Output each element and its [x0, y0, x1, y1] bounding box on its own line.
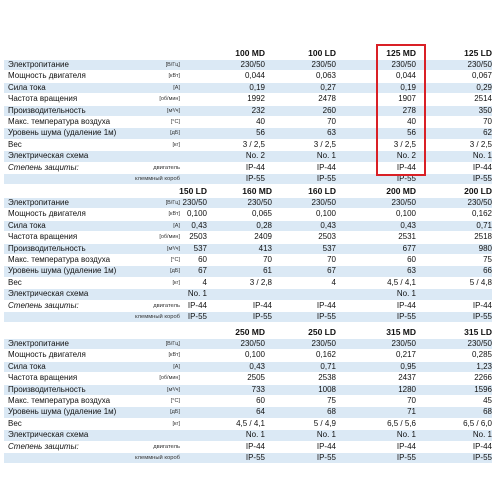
table-row: [4, 453, 492, 464]
table-row: [4, 430, 492, 441]
table-row: [4, 255, 492, 266]
table-cell: 0,044: [244, 71, 265, 81]
table-cell: IP-44: [396, 162, 416, 172]
table-cell: 0,29: [476, 82, 492, 92]
parameter-label: Электрическая схема: [8, 151, 89, 161]
parameter-unit: [м³/ч]: [166, 245, 180, 252]
table-cell: 3 / 2,5: [313, 139, 336, 149]
table-cell: No. 1: [316, 151, 336, 161]
table-cell: 537: [322, 243, 336, 253]
table-cell: 230/50: [311, 198, 336, 207]
model-header: 250 MD: [235, 327, 265, 337]
table-cell: 2478: [318, 94, 336, 104]
table-cell: IP-44: [245, 162, 265, 172]
table-cell: 0,43: [400, 220, 416, 230]
parameter-unit: [°C]: [170, 256, 180, 263]
table-cell: No. 1: [472, 430, 492, 440]
parameter-label: Уровень шума (удаление 1м): [8, 128, 117, 138]
table-cell: 230/50: [240, 60, 265, 69]
table-cell: 230/50: [467, 339, 492, 348]
table-cell: 70: [327, 116, 336, 126]
parameter-unit: [кВт]: [168, 73, 180, 80]
table-cell: 1907: [398, 94, 416, 104]
table-cell: 0,065: [251, 209, 272, 219]
table-cell: 2531: [398, 232, 416, 242]
parameter-unit: [кВт]: [168, 211, 180, 218]
parameter-label: Электропитание: [8, 60, 69, 69]
table-cell: 0,162: [471, 209, 492, 219]
table-cell: 230/50: [240, 339, 265, 348]
parameter-label: Макс. температура воздуха: [8, 395, 111, 405]
parameter-unit: [об/мин]: [159, 234, 180, 241]
table-cell: 5 / 4,9: [313, 418, 336, 428]
parameter-unit: [кг]: [172, 141, 180, 148]
parameter-unit: [В/Гц]: [165, 62, 180, 68]
table-cell: IP-44: [472, 300, 492, 310]
parameter-label: Электропитание: [8, 198, 69, 207]
table-cell: 71: [407, 407, 416, 417]
table-cell: 230/50: [391, 339, 416, 348]
table-cell: 2437: [398, 373, 416, 383]
model-header-row: [4, 186, 492, 198]
parameter-label: Электропитание: [8, 339, 69, 348]
table-cell: IP-44: [245, 441, 265, 451]
parameter-unit: [об/мин]: [159, 375, 180, 382]
parameter-label: Электрическая схема: [8, 430, 89, 440]
spec-table-3: [4, 327, 492, 464]
table-row: [4, 312, 492, 323]
table-cell: 2514: [474, 94, 492, 104]
table-cell: 0,100: [244, 350, 265, 360]
table-cell: 0,43: [249, 361, 265, 371]
table-cell: 2518: [474, 232, 492, 242]
model-header: 200 MD: [386, 186, 416, 196]
table-cell: IP-55: [472, 311, 492, 321]
table-cell: 677: [402, 243, 416, 253]
parameter-unit: [°C]: [170, 118, 180, 125]
parameter-label: Мощность двигателя: [8, 350, 86, 360]
table-cell: 230/50: [311, 339, 336, 348]
table-row: [4, 289, 492, 300]
table-cell: No. 1: [396, 430, 416, 440]
table-cell: 67: [198, 266, 207, 276]
table-cell: IP-55: [316, 452, 336, 462]
table-cell: 2409: [254, 232, 272, 242]
parameter-unit: [м³/ч]: [166, 107, 180, 114]
table-cell: 60: [256, 395, 265, 405]
parameter-unit: клеммный короб: [135, 313, 180, 320]
parameter-label: Производительность: [8, 243, 86, 253]
table-cell: 0,100: [186, 209, 207, 219]
table-cell: IP-55: [396, 452, 416, 462]
table-cell: IP-55: [316, 311, 336, 321]
table-cell: 0,43: [320, 220, 336, 230]
table-cell: 0,19: [400, 82, 416, 92]
parameter-label: Производительность: [8, 384, 86, 394]
table-cell: 0,19: [249, 82, 265, 92]
model-header: 200 LD: [464, 186, 492, 196]
parameter-unit: [дБ]: [170, 268, 180, 275]
parameter-label: Производительность: [8, 105, 86, 115]
parameter-label: Мощность двигателя: [8, 209, 86, 219]
parameter-label: Вес: [8, 418, 22, 428]
table-cell: 75: [327, 395, 336, 405]
parameter-label: Макс. температура воздуха: [8, 116, 111, 126]
table-cell: 0,044: [395, 71, 416, 81]
table-cell: 230/50: [391, 198, 416, 207]
table-cell: 350: [478, 105, 492, 115]
table-cell: 1992: [247, 94, 265, 104]
parameter-label: Сила тока: [8, 220, 46, 230]
table-cell: 63: [327, 128, 336, 138]
table-cell: 230/50: [311, 60, 336, 69]
table-cell: 68: [327, 407, 336, 417]
table-cell: 5 / 4,8: [469, 277, 492, 287]
table-cell: 45: [483, 395, 492, 405]
table-cell: 230/50: [467, 198, 492, 207]
table-cell: 64: [256, 407, 265, 417]
table-cell: 230/50: [182, 198, 207, 207]
parameter-label: Электрическая схема: [8, 289, 89, 299]
table-cell: 6,5 / 5,6: [387, 418, 416, 428]
parameter-unit: [кг]: [172, 279, 180, 286]
parameter-label: Вес: [8, 139, 22, 149]
model-header: 250 LD: [308, 327, 336, 337]
table-cell: 2503: [318, 232, 336, 242]
spec-table-2: [4, 186, 492, 323]
table-cell: 0,95: [400, 361, 416, 371]
table-cell: IP-55: [472, 452, 492, 462]
table-cell: 61: [263, 266, 272, 276]
parameter-unit: двигатель: [153, 443, 180, 450]
table-cell: 0,43: [191, 220, 207, 230]
table-cell: IP-44: [316, 162, 336, 172]
table-cell: 63: [407, 266, 416, 276]
parameter-unit: [A]: [173, 222, 180, 229]
table-cell: 230/50: [467, 60, 492, 69]
table-cell: 0,162: [315, 350, 336, 360]
table-row: [4, 419, 492, 430]
table-cell: IP-55: [396, 173, 416, 183]
table-cell: 67: [327, 266, 336, 276]
table-cell: 413: [258, 243, 272, 253]
model-header: 160 LD: [308, 186, 336, 196]
table-cell: No. 1: [396, 289, 416, 299]
parameter-unit: [A]: [173, 363, 180, 370]
table-row: [4, 301, 492, 312]
parameter-unit: двигатель: [153, 164, 180, 171]
table-cell: 3 / 2,8: [249, 277, 272, 287]
table-cell: 260: [322, 105, 336, 115]
table-cell: IP-55: [187, 311, 207, 321]
table-cell: 60: [407, 254, 416, 264]
model-header: 125 MD: [386, 48, 416, 58]
table-cell: 40: [256, 116, 265, 126]
parameter-unit: двигатель: [153, 302, 180, 309]
model-header: 100 MD: [235, 48, 265, 58]
table-cell: 70: [327, 254, 336, 264]
table-row: [4, 221, 492, 232]
parameter-label: Мощность двигателя: [8, 71, 86, 81]
parameter-label: Сила тока: [8, 82, 46, 92]
table-cell: 70: [407, 395, 416, 405]
table-cell: IP-44: [472, 162, 492, 172]
table-cell: 0,71: [320, 361, 336, 371]
parameter-unit: [°C]: [170, 397, 180, 404]
parameter-label: Частота вращения: [8, 94, 78, 104]
parameter-unit: [кг]: [172, 420, 180, 427]
table-row: [4, 339, 492, 350]
table-cell: 2505: [247, 373, 265, 383]
parameter-unit: [об/мин]: [159, 96, 180, 103]
table-row: [4, 350, 492, 361]
parameter-unit: [м³/ч]: [166, 386, 180, 393]
parameter-unit: [В/Гц]: [165, 341, 180, 347]
table-cell: 0,71: [476, 220, 492, 230]
parameter-unit: [В/Гц]: [165, 200, 180, 206]
parameter-label: Макс. температура воздуха: [8, 254, 111, 264]
parameter-label: Степень защиты:: [8, 300, 79, 310]
table-cell: 4,5 / 4,1: [236, 418, 265, 428]
table-cell: 6,5 / 6,0: [463, 418, 492, 428]
table-row: [4, 232, 492, 243]
table-cell: 1,23: [476, 361, 492, 371]
table-cell: 40: [407, 116, 416, 126]
table-cell: 0,285: [471, 350, 492, 360]
table-row: [4, 407, 492, 418]
table-cell: IP-55: [245, 173, 265, 183]
parameter-label: Степень защиты:: [8, 162, 79, 172]
table-cell: 232: [251, 105, 265, 115]
parameter-unit: [дБ]: [170, 130, 180, 137]
parameter-unit: [кВт]: [168, 352, 180, 359]
table-cell: 230/50: [247, 198, 272, 207]
model-header: 315 MD: [386, 327, 416, 337]
table-cell: IP-44: [316, 300, 336, 310]
table-row: [4, 266, 492, 277]
table-cell: 1008: [318, 384, 336, 394]
table-cell: No. 1: [187, 289, 207, 299]
table-cell: No. 1: [316, 430, 336, 440]
table-cell: 2503: [189, 232, 207, 242]
table-cell: IP-44: [396, 300, 416, 310]
table-row: [4, 244, 492, 255]
parameter-label: Вес: [8, 277, 22, 287]
parameter-label: Частота вращения: [8, 232, 78, 242]
table-cell: 0,100: [395, 209, 416, 219]
table-cell: IP-55: [316, 173, 336, 183]
parameter-label: Уровень шума (удаление 1м): [8, 407, 117, 417]
table-cell: 1596: [474, 384, 492, 394]
highlight-box: [376, 44, 426, 176]
table-row: [4, 385, 492, 396]
table-row: [4, 362, 492, 373]
parameter-label: Уровень шума (удаление 1м): [8, 266, 117, 276]
table-cell: IP-55: [472, 173, 492, 183]
table-cell: 2538: [318, 373, 336, 383]
model-header-row: [4, 327, 492, 339]
table-row: [4, 442, 492, 453]
model-header: 125 LD: [464, 48, 492, 58]
table-cell: 75: [483, 254, 492, 264]
model-header: 160 MD: [242, 186, 272, 196]
table-cell: IP-55: [252, 311, 272, 321]
parameter-unit: клеммный короб: [135, 175, 180, 182]
table-cell: 3 / 2,5: [469, 139, 492, 149]
parameter-unit: [дБ]: [170, 409, 180, 416]
table-cell: No. 2: [245, 151, 265, 161]
table-cell: 68: [483, 407, 492, 417]
table-row: [4, 198, 492, 209]
table-cell: 0,217: [395, 350, 416, 360]
table-cell: 4,5 / 4,1: [387, 277, 416, 287]
table-row: [4, 373, 492, 384]
table-cell: IP-44: [472, 441, 492, 451]
table-cell: 60: [198, 254, 207, 264]
model-header: 315 LD: [464, 327, 492, 337]
table-cell: IP-44: [187, 300, 207, 310]
table-cell: 3 / 2,5: [242, 139, 265, 149]
parameter-label: Степень защиты:: [8, 441, 79, 451]
table-cell: 70: [483, 116, 492, 126]
table-cell: 4: [202, 277, 207, 287]
model-header: 100 LD: [308, 48, 336, 58]
table-cell: 0,100: [315, 209, 336, 219]
table-cell: 0,28: [256, 220, 272, 230]
table-row: [4, 396, 492, 407]
table-cell: IP-44: [252, 300, 272, 310]
table-cell: No. 2: [396, 151, 416, 161]
table-cell: 0,27: [320, 82, 336, 92]
table-cell: 0,067: [471, 71, 492, 81]
table-row: [4, 278, 492, 289]
table-cell: 230/50: [391, 60, 416, 69]
parameter-label: Сила тока: [8, 361, 46, 371]
table-cell: 2266: [474, 373, 492, 383]
model-header: 150 LD: [179, 186, 207, 196]
table-cell: IP-55: [245, 452, 265, 462]
parameter-unit: [A]: [173, 84, 180, 91]
table-cell: 3 / 2,5: [393, 139, 416, 149]
table-cell: 0,063: [315, 71, 336, 81]
table-cell: 1280: [398, 384, 416, 394]
table-cell: IP-44: [316, 441, 336, 451]
table-cell: 70: [263, 254, 272, 264]
table-cell: 56: [407, 128, 416, 138]
table-cell: 733: [251, 384, 265, 394]
parameter-label: Частота вращения: [8, 373, 78, 383]
table-cell: 537: [193, 243, 207, 253]
parameter-unit: клеммный короб: [135, 454, 180, 461]
table-cell: 66: [483, 266, 492, 276]
table-cell: 278: [402, 105, 416, 115]
table-cell: 980: [478, 243, 492, 253]
table-cell: No. 1: [472, 151, 492, 161]
table-cell: 56: [256, 128, 265, 138]
table-row: [4, 209, 492, 220]
table-cell: IP-44: [396, 441, 416, 451]
table-cell: 62: [483, 128, 492, 138]
table-cell: No. 1: [245, 430, 265, 440]
table-cell: IP-55: [396, 311, 416, 321]
table-cell: 4: [331, 277, 336, 287]
